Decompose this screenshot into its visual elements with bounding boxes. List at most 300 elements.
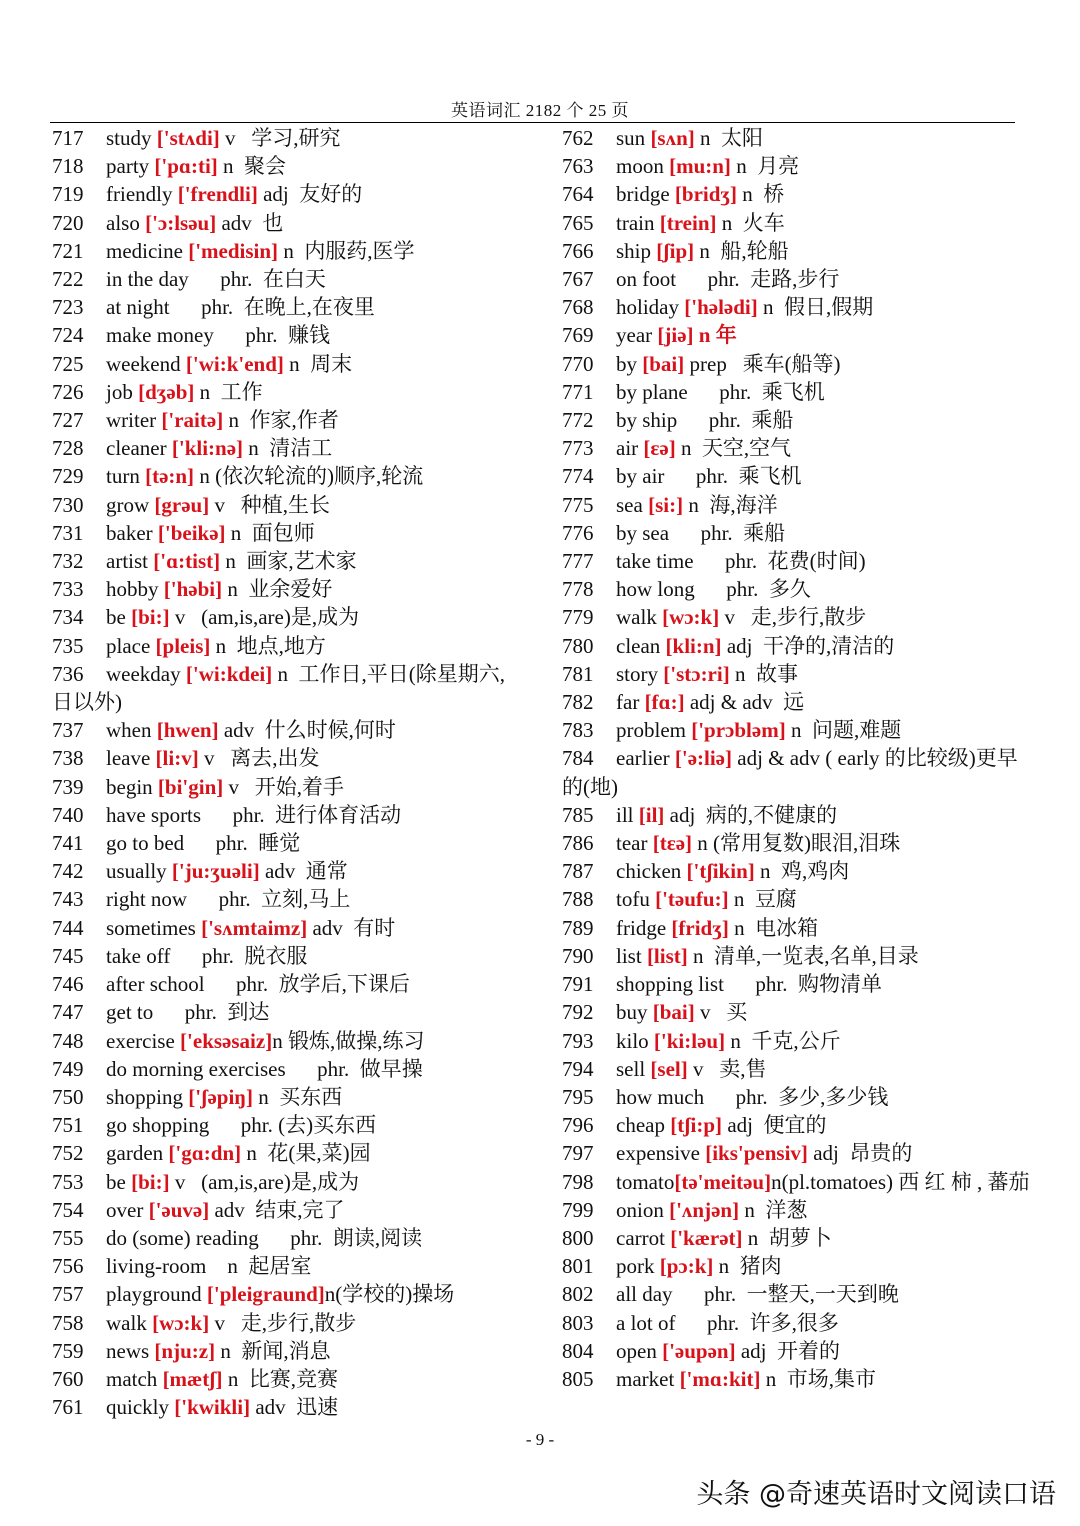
entry-phonetic: ['beikə] [157,520,226,545]
entry-definition: n 桥 [737,182,785,207]
entry-number: 747 [52,1000,84,1025]
vocab-entry [562,1280,1030,1308]
vocab-entry [562,998,1030,1026]
vocab-entry [52,1393,520,1421]
vocab-entry [52,1055,520,1083]
vocab-entry [52,716,520,744]
entry-number: 760 [52,1366,84,1391]
entry-phonetic: ['frendli] [177,182,258,207]
vocab-entry [52,519,520,547]
vocab-entry [562,1309,1030,1337]
entry-phonetic: [wɔ:k] [152,1310,210,1335]
entry-word: pork [616,1254,660,1279]
entry-number: 721 [52,238,84,263]
vocab-entry [52,124,520,152]
entry-word: sea [616,492,649,517]
entry-word: place [106,633,156,658]
entry-number: 776 [562,520,594,545]
entry-number: 803 [562,1310,594,1335]
entry-number: 746 [52,972,84,997]
vocab-entry [562,491,1030,519]
vocab-entry [52,603,520,631]
entry-number: 792 [562,1000,594,1025]
entry-definition: n 聚会 [217,154,287,179]
entry-phonetic: [pleis] [155,633,211,658]
vocab-entry [562,970,1030,998]
entry-word: news [106,1338,155,1363]
entry-phonetic: [mætʃ] [162,1366,223,1391]
entry-number: 718 [52,154,84,179]
entry-definition: n(pl.tomatoes) 西 红 柿 , 蕃茄 [771,1169,1030,1194]
entry-definition: n 市场,集市 [760,1366,876,1391]
entry-phonetic: ['sʌmtaimz] [201,915,308,940]
entry-definition: n 内服药,医学 [278,238,415,263]
entry-number: 794 [562,1056,594,1081]
entry-word: grow [106,492,155,517]
entry-phonetic: [jiə] n 年 [657,323,737,348]
entry-number: 759 [52,1338,84,1363]
entry-phonetic: [il] [638,802,665,827]
entry-definition: v 走,步行,散步 [209,1310,357,1335]
entry-definition: adv 也 [216,210,284,235]
vocab-entry [562,378,1030,406]
entry-word: turn [106,464,146,489]
vocab-entry [562,547,1030,575]
entry-word: by ship phr. 乘船 [616,408,794,433]
entry-phonetic: ['eksəsaiz] [180,1028,273,1053]
page-number: - 9 - [525,1430,555,1449]
entry-word: ship [616,238,657,263]
entry-definition: n 太阳 [694,126,764,150]
vocab-entry [52,547,520,575]
entry-number: 763 [562,154,594,179]
entry-word: study [106,126,157,150]
vocab-entry [52,406,520,434]
entry-number: 791 [562,972,594,997]
entry-word: clean [616,633,666,658]
entry-phonetic: [tʃi:p] [670,1113,723,1138]
entry-word: artist [106,549,154,574]
vocab-entry [52,491,520,519]
entry-word: sometimes [106,915,202,940]
entry-definition: n 买东西 [252,1084,343,1109]
entry-number: 802 [562,1282,594,1307]
entry-number: 720 [52,210,84,235]
entry-number: 750 [52,1084,84,1109]
vocab-entry [52,1337,520,1365]
vocab-entry [562,406,1030,434]
entry-phonetic: [kli:n] [665,633,722,658]
vocab-entry [562,660,1030,688]
entry-number: 764 [562,182,594,207]
entry-word: job [106,379,139,404]
entry-phonetic: ['ə:liə] [674,746,732,771]
vocab-entry [52,998,520,1026]
vocab-entry [52,293,520,321]
entry-phonetic: ['ʌnjən] [669,1197,740,1222]
entry-phonetic: [ɛə] [643,436,676,461]
entry-phonetic: ['kærət] [670,1225,743,1250]
entry-phonetic: ['əuvə] [148,1197,210,1222]
entry-word: list [616,943,647,968]
entry-word: garden [106,1141,169,1166]
vocab-entry [562,519,1030,547]
entry-number: 772 [562,408,594,433]
vocab-entry [52,434,520,462]
entry-definition: n 天空,空气 [675,436,792,461]
entry-definition: n 锻炼,做操,练习 [272,1028,425,1053]
vocab-entry [52,885,520,913]
entry-number: 798 [562,1169,594,1194]
entry-number: 770 [562,351,594,376]
entry-definition: n 清单,一览表,名单,目录 [687,943,919,968]
entry-phonetic: [nju:z] [154,1338,216,1363]
entry-phonetic: [tɛə] [652,831,693,856]
entry-phonetic: [wɔ:k] [662,605,720,630]
entry-word: leave [106,746,156,771]
entry-phonetic: ['ju:ʒuəli] [171,859,260,884]
entry-definition: n 工作 [194,379,263,404]
entry-word: onion [616,1197,670,1222]
entry-definition: n 清洁工 [243,436,333,461]
entry-number: 778 [562,577,594,602]
entry-number: 736 [52,661,84,686]
entry-number: 743 [52,887,84,912]
entry-word: walk [106,1310,153,1335]
entry-number: 783 [562,718,594,743]
vocab-entry [52,970,520,998]
entry-word: shopping [106,1084,189,1109]
watermark: 头条 @奇速英语时文阅读口语 [696,1479,1056,1510]
entry-phonetic: ['stʌdi] [156,126,220,150]
entry-phonetic: ['hələdi] [684,295,758,320]
entry-definition: n (依次轮流的)顺序,轮流 [194,464,424,489]
vocab-column-left [52,124,520,1421]
entry-definition: n 假日,假期 [757,295,874,320]
entry-definition: adv 结束,完了 [209,1197,345,1222]
vocab-entry [562,124,1030,152]
entry-number: 740 [52,802,84,827]
entry-number: 727 [52,408,84,433]
entry-word: hobby [106,577,164,602]
vocab-entry [562,434,1030,462]
entry-number: 742 [52,859,84,884]
entry-phonetic: [li:v] [155,746,199,771]
entry-phonetic: [si:] [648,492,684,517]
entry-number: 781 [562,661,594,686]
vocab-entry [562,1196,1030,1224]
entry-number: 748 [52,1028,84,1053]
entry-number: 732 [52,549,84,574]
entry-phonetic: ['tʃikin] [686,859,755,884]
entry-definition: n 作家,作者 [223,408,339,433]
entry-number: 773 [562,436,594,461]
entry-definition: n 海,海洋 [683,492,778,517]
vocab-entry [52,462,520,490]
vocab-entry [52,321,520,349]
entry-word: on foot phr. 走路,步行 [616,267,840,292]
entry-number: 787 [562,859,594,884]
entry-phonetic: ['stɔ:ri] [663,661,730,686]
entry-word: sell [616,1056,651,1081]
entry-word: open [616,1338,663,1363]
entry-phonetic: ['raitə] [161,408,224,433]
entry-word: friendly [106,182,178,207]
entry-definition: v 开始,着手 [223,774,345,799]
entry-phonetic: [sel] [650,1056,688,1081]
vocab-entry [562,942,1030,970]
entry-definition: v 离去,出发 [198,746,320,771]
entry-definition: adj 便宜的 [722,1113,827,1138]
entry-number: 751 [52,1113,84,1138]
entry-word: tear [616,831,653,856]
entry-word: medicine [106,238,189,263]
entry-phonetic: ['pleigraund] [206,1282,325,1307]
entry-number: 784 [562,746,594,771]
vocab-entry [52,801,520,829]
vocab-entry [52,350,520,378]
entry-number: 754 [52,1197,84,1222]
entry-number: 785 [562,802,594,827]
entry-number: 771 [562,379,594,404]
entry-definition: prep 乘车(船等) [684,351,841,376]
entry-word: fridge [616,915,672,940]
entry-number: 793 [562,1028,594,1053]
entry-number: 725 [52,351,84,376]
entry-definition: n 千克,公斤 [725,1028,841,1053]
vocab-entry [562,152,1030,180]
entry-phonetic: ['wi:k'end] [185,351,284,376]
vocab-entry [562,1224,1030,1252]
entry-phonetic: [bi:] [131,605,170,630]
entry-word: take off phr. 脱衣服 [106,943,308,968]
entry-number: 777 [562,549,594,574]
entry-word: buy [616,1000,653,1025]
entry-phonetic: ['gɑ:dn] [168,1141,242,1166]
vocab-entry [562,265,1030,293]
entry-word: go to bed phr. 睡觉 [106,831,301,856]
entry-definition: n 新闻,消息 [215,1338,331,1363]
entry-word: all day phr. 一整天,一天到晚 [616,1282,899,1307]
vocab-entry [52,237,520,265]
entry-number: 766 [562,238,594,263]
entry-number: 738 [52,746,84,771]
entry-word: playground [106,1282,207,1307]
entry-phonetic: ['kwikli] [174,1395,251,1420]
entry-number: 797 [562,1141,594,1166]
vocab-entry [52,1027,520,1055]
entry-word: far [616,690,645,715]
entry-word: when [106,718,157,743]
entry-definition: n 鸡,鸡肉 [754,859,850,884]
entry-word: by plane phr. 乘飞机 [616,379,825,404]
entry-word: do (some) reading phr. 朗读,阅读 [106,1225,423,1250]
vocab-entry [52,1224,520,1252]
entry-phonetic: [bai] [652,1000,695,1025]
vocab-entry [562,1139,1030,1167]
vocab-entry [562,1168,1030,1196]
entry-phonetic: ['pɑ:ti] [154,154,218,179]
entry-definition: n 花(果,菜)园 [241,1141,371,1166]
vocab-entry [562,180,1030,208]
entry-word: right now phr. 立刻,马上 [106,887,351,912]
entry-word: over [106,1197,149,1222]
entry-word: by sea phr. 乘船 [616,520,786,545]
entry-number: 744 [52,915,84,940]
entry-word: living-room n 起居室 [106,1254,312,1279]
entry-word: cleaner [106,436,172,461]
vocab-entry [562,1083,1030,1111]
entry-word: bridge [616,182,675,207]
entry-word: train [616,210,660,235]
vocab-entry [52,1139,520,1167]
entry-number: 731 [52,520,84,545]
entry-number: 726 [52,379,84,404]
vocab-entry [562,293,1030,321]
entry-definition: adj 友好的 [257,182,363,207]
entry-word: ill [616,802,639,827]
entry-word: walk [616,605,663,630]
entry-definition: n 比赛,竞赛 [222,1366,339,1391]
entry-definition: n 火车 [716,210,785,235]
entry-phonetic: [bi:] [131,1169,170,1194]
entry-number: 768 [562,295,594,320]
entry-number: 761 [52,1395,84,1420]
vocab-entry [562,575,1030,603]
entry-definition: n 故事 [729,661,798,686]
entry-definition: v 买 [694,1000,748,1025]
entry-definition: v (am,is,are)是,成为 [169,605,360,630]
entry-word: market [616,1366,680,1391]
entry-phonetic: [iks'pensiv] [705,1141,808,1166]
entry-definition: n 月亮 [730,154,800,179]
entry-number: 734 [52,605,84,630]
vocab-entry [52,265,520,293]
entry-number: 762 [562,126,594,150]
vocab-entry [562,1027,1030,1055]
entry-phonetic: [ʃip] [656,238,695,263]
entry-number: 767 [562,267,594,292]
entry-number: 756 [52,1254,84,1279]
entry-number: 774 [562,464,594,489]
vocab-entry [562,1365,1030,1393]
vocab-entry [562,914,1030,942]
vocab-entry [562,321,1030,349]
entry-definition: adj & adv ( early 的比较级)更早的(地) [562,746,1018,799]
vocab-entry [562,716,1030,744]
entry-word: go shopping phr. (去)买东西 [106,1113,377,1138]
entry-word: get to phr. 到达 [106,1000,270,1025]
entry-number: 737 [52,718,84,743]
entry-word: be [106,605,132,630]
entry-phonetic: ['ki:ləu] [653,1028,726,1053]
entry-number: 724 [52,323,84,348]
entry-number: 757 [52,1282,84,1307]
entry-phonetic: [trein] [659,210,717,235]
entry-definition: n 豆腐 [728,887,797,912]
entry-phonetic: [bi'gin] [157,774,224,799]
entry-word: usually [106,859,172,884]
entry-phonetic: ['mɑ:kit] [679,1366,761,1391]
entry-word: earlier [616,746,675,771]
entry-word: carrot [616,1225,671,1250]
vocab-entry [52,942,520,970]
entry-phonetic: ['prɔbləm] [691,718,786,743]
entry-word: sun [616,126,651,150]
entry-phonetic: ['həbi] [163,577,223,602]
vocab-entry [52,1083,520,1111]
vocab-entry [562,801,1030,829]
entry-definition: n (常用复数)眼泪,泪珠 [692,831,901,856]
entry-word: also [106,210,146,235]
entry-number: 796 [562,1113,594,1138]
entry-phonetic: [fridʒ] [671,915,729,940]
entry-definition: adj 开着的 [735,1338,840,1363]
entry-number: 788 [562,887,594,912]
entry-number: 799 [562,1197,594,1222]
entry-number: 801 [562,1254,594,1279]
vocab-entry [562,885,1030,913]
vocab-entry [52,378,520,406]
entry-number: 717 [52,126,84,150]
vocab-entry [562,1055,1030,1083]
entry-word: take time phr. 花费(时间) [616,549,866,574]
entry-word: be [106,1169,132,1194]
vocab-entry [562,209,1030,237]
entry-number: 745 [52,943,84,968]
vocab-entry [562,1111,1030,1139]
entry-number: 782 [562,690,594,715]
entry-number: 723 [52,295,84,320]
entry-definition: n 地点,地方 [210,633,326,658]
entry-word: kilo [616,1028,654,1053]
entry-word: year [616,323,658,348]
entry-definition: adv 通常 [259,859,348,884]
entry-number: 730 [52,492,84,517]
entry-phonetic: ['kli:nə] [171,436,244,461]
entry-phonetic: [hwen] [156,718,219,743]
vocab-entry [562,857,1030,885]
entry-definition: n 面包师 [225,520,315,545]
entry-definition: v 走,步行,散步 [719,605,867,630]
entry-phonetic: ['ɑ:tist] [153,549,221,574]
entry-definition: n 猪肉 [713,1254,782,1279]
entry-word: begin [106,774,158,799]
page-header: 英语词汇 2182 个 25 页 [451,101,629,120]
vocab-entry [562,237,1030,265]
entry-word: cheap [616,1113,671,1138]
vocab-column-right [562,124,1030,1393]
entry-word: party [106,154,155,179]
entry-definition: n 业余爱好 [222,577,333,602]
vocab-entry [52,914,520,942]
entry-definition: adv 什么时候,何时 [218,718,396,743]
entry-number: 722 [52,267,84,292]
vocab-entry [562,688,1030,716]
entry-definition: adj 昂贵的 [807,1141,913,1166]
entry-word: at night phr. 在晚上,在夜里 [106,295,375,320]
vocab-entry [52,632,520,660]
entry-number: 741 [52,831,84,856]
entry-number: 804 [562,1338,594,1363]
entry-word: problem [616,718,692,743]
vocab-entry [562,829,1030,857]
vocab-entry [562,350,1030,378]
entry-definition: n 电冰箱 [728,915,819,940]
entry-word: tofu [616,887,656,912]
entry-definition: adj 干净的,清洁的 [721,633,895,658]
entry-number: 749 [52,1056,84,1081]
